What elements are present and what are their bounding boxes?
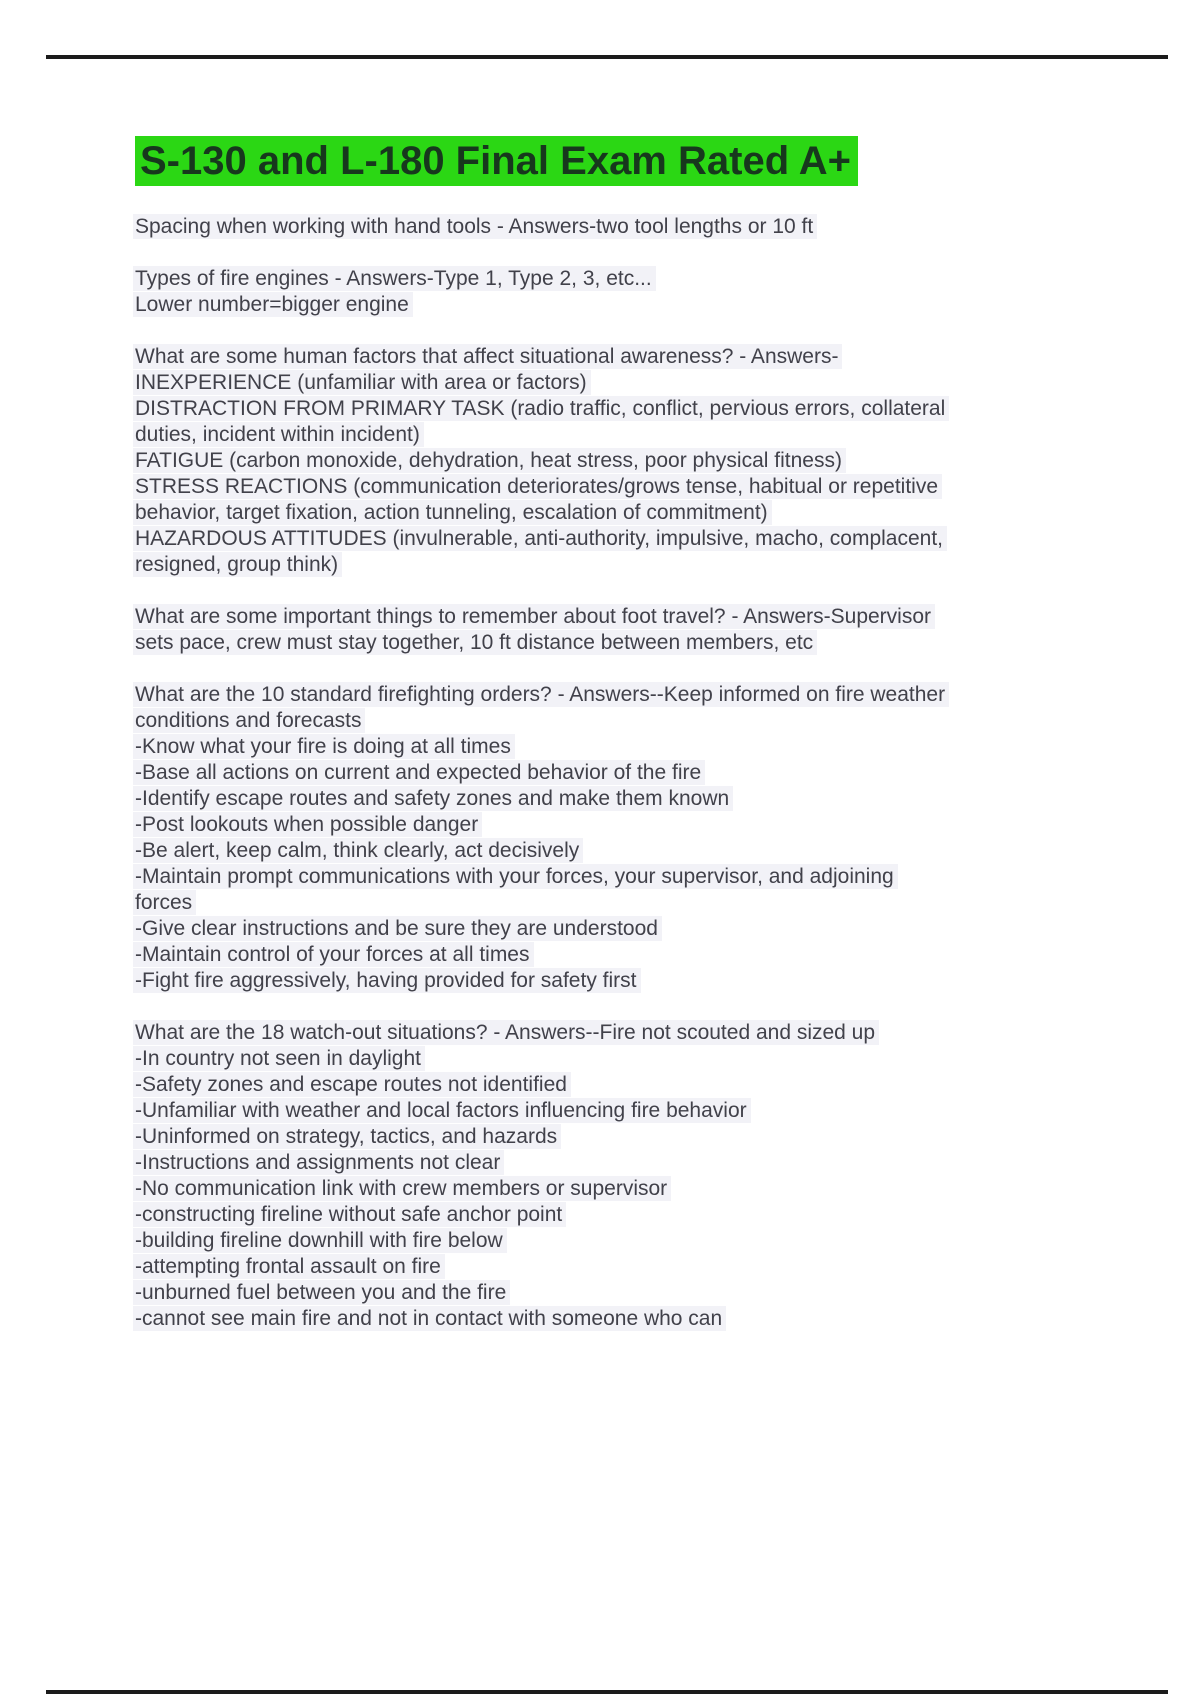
text-line: -attempting frontal assault on fire [135, 1254, 1135, 1280]
qa-block [135, 214, 1135, 240]
text-line: -cannot see main fire and not in contact with someone who can [135, 1306, 1135, 1332]
text-line: duties, incident within incident) [135, 422, 1135, 448]
text-line: What are some important things to remember about foot travel? - Answers-Supervisor [135, 604, 1135, 630]
text-line: -building fireline downhill with fire below [135, 1228, 1135, 1254]
text-line: HAZARDOUS ATTITUDES (invulnerable, anti-authority, impulsive, macho, complacent, [135, 526, 1135, 552]
text-line: resigned, group think) [135, 552, 1135, 578]
qa-block [135, 682, 1135, 994]
text-line: Types of fire engines - Answers-Type 1, Type 2, 3, etc... [135, 266, 1135, 292]
bottom-rule [46, 1690, 1168, 1694]
qa-blocks [135, 214, 1135, 1332]
text-line: -In country not seen in daylight [135, 1046, 1135, 1072]
text-line: Lower number=bigger engine [135, 292, 1135, 318]
text-line: -Uninformed on strategy, tactics, and hazards [135, 1124, 1135, 1150]
page-title: S-130 and L-180 Final Exam Rated A+ [135, 136, 858, 186]
text-line: FATIGUE (carbon monoxide, dehydration, heat stress, poor physical fitness) [135, 448, 1135, 474]
text-line: -No communication link with crew members or supervisor [135, 1176, 1135, 1202]
text-line: Spacing when working with hand tools - Answers-two tool lengths or 10 ft [135, 214, 1135, 240]
text-line: forces [135, 890, 1135, 916]
text-line: What are the 10 standard firefighting orders? - Answers--Keep informed on fire weather [135, 682, 1135, 708]
text-line: -Know what your fire is doing at all times [135, 734, 1135, 760]
text-line: -Maintain prompt communications with your forces, your supervisor, and adjoining [135, 864, 1135, 890]
text-line: DISTRACTION FROM PRIMARY TASK (radio traffic, conflict, pervious errors, collateral [135, 396, 1135, 422]
text-line: sets pace, crew must stay together, 10 ft distance between members, etc [135, 630, 1135, 656]
qa-block [135, 344, 1135, 578]
text-line: -Post lookouts when possible danger [135, 812, 1135, 838]
text-line: -Safety zones and escape routes not identified [135, 1072, 1135, 1098]
document-content [135, 136, 1135, 1332]
qa-block [135, 266, 1135, 318]
text-line: -Fight fire aggressively, having provided for safety first [135, 968, 1135, 994]
qa-block [135, 1020, 1135, 1332]
text-line: -Unfamiliar with weather and local factors influencing fire behavior [135, 1098, 1135, 1124]
text-line: conditions and forecasts [135, 708, 1135, 734]
text-line: -unburned fuel between you and the fire [135, 1280, 1135, 1306]
text-line: -constructing fireline without safe anchor point [135, 1202, 1135, 1228]
text-line: -Be alert, keep calm, think clearly, act decisively [135, 838, 1135, 864]
text-line: What are some human factors that affect situational awareness? - Answers- [135, 344, 1135, 370]
text-line: STRESS REACTIONS (communication deteriorates/grows tense, habitual or repetitive [135, 474, 1135, 500]
text-line: -Base all actions on current and expected behavior of the fire [135, 760, 1135, 786]
text-line: behavior, target fixation, action tunneling, escalation of commitment) [135, 500, 1135, 526]
qa-block [135, 604, 1135, 656]
text-line: -Give clear instructions and be sure they are understood [135, 916, 1135, 942]
text-line: INEXPERIENCE (unfamiliar with area or factors) [135, 370, 1135, 396]
text-line: What are the 18 watch-out situations? - Answers--Fire not scouted and sized up [135, 1020, 1135, 1046]
text-line: -Identify escape routes and safety zones and make them known [135, 786, 1135, 812]
text-line: -Instructions and assignments not clear [135, 1150, 1135, 1176]
text-line: -Maintain control of your forces at all times [135, 942, 1135, 968]
top-rule [46, 55, 1168, 59]
